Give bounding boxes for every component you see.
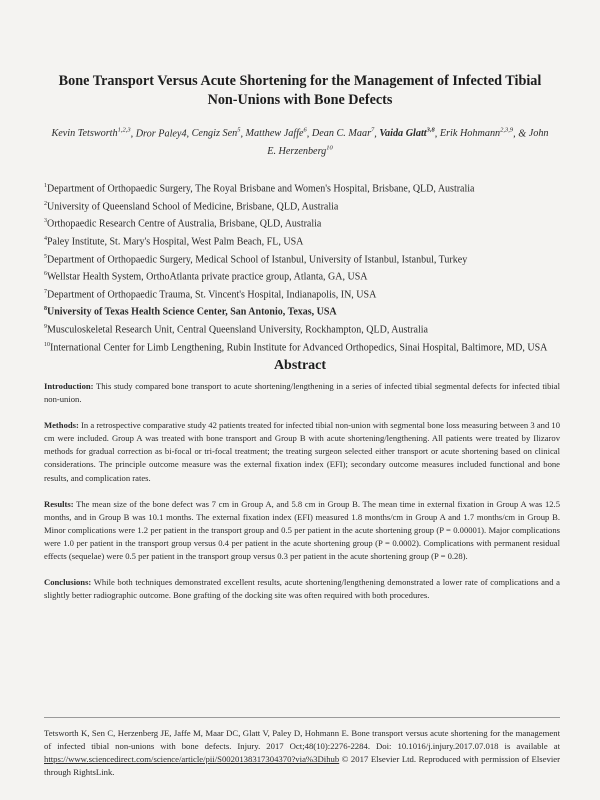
author-entry <box>136 128 187 139</box>
conclusions-label: Conclusions: <box>44 577 92 588</box>
affiliation-item <box>44 179 564 197</box>
methods-label: Methods: <box>44 420 79 431</box>
affiliation-number: 2 <box>44 200 47 207</box>
affiliation-number: 3 <box>44 218 47 225</box>
citation-block <box>44 727 560 779</box>
abstract-introduction <box>44 380 560 406</box>
author-entry <box>379 128 434 139</box>
results-text: The mean size of the bone defect was 7 cm in Group A, and 5.8 cm in Group B. The mean time in external fixation in Group A was 12.5 months, and in Group B was 10.1 months. The external fixation index (EFI) measured 1.8 months/cm in Group A and 1.7 months/cm in Group B. Minor complications were 1.2 per patient in the transport group and 0.5 per patient in the acute shortening group (P = 0.00001). Major complications were 1.0 per patient in the transport group versus 0.4 per patient in the acute shortening group (P = 0.0002). Complications with permanent residual effects (sequelae) were 0.5 per patient in the transport group versus 0.3 per patient in the acute shortening group (P = 0.28). <box>44 498 560 562</box>
affiliation-item <box>44 214 564 232</box>
citation-copyright: © 2017 Elsevier Ltd. Reproduced with permission of Elsevier through RightsLink. <box>44 754 560 777</box>
affiliation-number: 1 <box>44 183 47 189</box>
affiliation-item <box>44 232 564 250</box>
conclusions-text: While both techniques demonstrated excellent results, acute shortening/lengthening demonstrated a lower rate of complications and a slightly better radiographic outcome. Bone grafting of the docking site was often required with both procedures. <box>44 577 560 601</box>
abstract-heading: Abstract <box>273 358 327 373</box>
results-label: Results: <box>44 498 74 509</box>
affiliation-item <box>44 267 564 285</box>
affiliation-text: University of Texas Health Science Center, San Antonio, Texas, USA <box>47 306 337 318</box>
author-affiliation-number: 10 <box>326 144 333 152</box>
author-entry <box>246 128 307 139</box>
abstract-results <box>44 498 560 563</box>
affiliation-text: Paley Institute, St. Mary's Hospital, West Palm Beach, FL, USA <box>47 236 304 248</box>
affiliation-text: Department of Orthopaedic Surgery, The Royal Brisbane and Women's Hospital, Brisbane, QLD, Australia <box>47 183 475 195</box>
introduction-text: This study compared bone transport to acute shortening/lengthening in a series of infected tibial segmental defects for infected tibial non-union. <box>44 381 560 405</box>
affiliation-number: 4 <box>44 235 47 242</box>
author-affiliation-number: 1,2,3 <box>117 127 131 134</box>
affiliation-text: International Center for Limb Lengthening, Rubin Institute for Advanced Orthopedics, Sinai Hospital, Baltimore, MD, USA <box>50 341 548 353</box>
abstract-conclusions <box>44 576 560 602</box>
author-separator: , <box>434 128 440 140</box>
affiliation-list <box>44 179 564 355</box>
introduction-label: Introduction: <box>44 381 94 391</box>
author-separator: , <box>130 128 136 140</box>
abstract-body <box>44 380 560 615</box>
affiliation-number: 9 <box>44 324 47 330</box>
author-affiliation-number: 7 <box>371 127 375 134</box>
author-separator: , <box>186 128 192 140</box>
affiliation-text: Orthopaedic Research Centre of Australia, Brisbane, QLD, Australia <box>47 218 322 230</box>
author-affiliation-number: 2,3,9 <box>500 127 514 134</box>
author-list <box>46 124 554 160</box>
affiliation-text: Department of Orthopaedic Surgery, Medical School of Istanbul, University of Istanbul, Istanbul, Turkey <box>47 253 468 265</box>
affiliation-item <box>44 302 564 320</box>
author-separator: , <box>374 128 380 140</box>
affiliation-item <box>44 250 564 268</box>
affiliation-item <box>44 197 564 215</box>
author-affiliation-number: 5 <box>237 127 241 134</box>
author-name: Kevin Tetsworth <box>51 128 118 140</box>
affiliation-text: Musculoskeletal Research Unit, Central Queensland University, Rockhampton, QLD, Australia <box>47 324 428 336</box>
author-name: Vaida Glatt <box>379 128 427 140</box>
paper-title: Bone Transport Versus Acute Shortening for the Management of Infected Tibial Non-Unions with Bone Defects <box>58 73 542 108</box>
author-name: Dean C. Maar <box>311 128 372 140</box>
affiliation-number: 10 <box>44 341 50 348</box>
author-name: Erik Hohmann <box>439 128 501 140</box>
author-name: Dror Paley4 <box>135 128 187 140</box>
footer-divider <box>44 717 560 718</box>
author-affiliation-number: 6 <box>303 127 307 134</box>
author-separator: , <box>306 128 312 140</box>
author-name: Cengiz Sen <box>191 128 238 140</box>
abstract-methods <box>44 419 560 484</box>
affiliation-text: Wellstar Health System, OrthoAtlanta private practice group, Atlanta, GA, USA <box>47 271 368 283</box>
author-entry <box>440 128 513 139</box>
affiliation-text: University of Queensland School of Medicine, Brisbane, QLD, Australia <box>47 200 339 212</box>
author-separator: , & <box>513 128 529 140</box>
citation-link[interactable]: https://www.sciencedirect.com/science/article/pii/S0020138317304370?via%3Dihub <box>44 754 340 764</box>
affiliation-number: 5 <box>44 253 47 260</box>
affiliation-number: 6 <box>44 271 47 278</box>
author-name: Matthew Jaffe <box>245 128 304 140</box>
author-entry <box>192 128 241 139</box>
affiliation-item <box>44 320 564 338</box>
author-affiliation-number: 3,8 <box>426 127 435 134</box>
affiliation-number: 8 <box>44 306 47 313</box>
author-name: John E. Herzenberg <box>267 128 549 158</box>
affiliation-number: 7 <box>44 288 47 295</box>
methods-text: In a retrospective comparative study 42 patients treated for infected tibial non-union with segmental bone loss measuring between 3 and 10 cm were included. Group A was treated with bone transport and Group B with acute shortening/lengthening. All patients were treated by Ilizarov methods for gradual correction as bi-focal or tri-focal treatment; the treating surgeon selected either transport or acute shortening based on clinical considerations. The principle outcome measure was the external fixation index (EFI); secondary outcome measures included functional and bone results, and complication rates. <box>44 420 560 483</box>
citation-text: Tetsworth K, Sen C, Herzenberg JE, Jaffe M, Maar DC, Glatt V, Paley D, Hohmann E. Bone transport versus acute shortening for the management of infected tibial non-unions with bone defects. Injury. 2017 Oct;48(10):2276-2284. Doi: 10.1016/j.injury.2017.07.018 is available at <box>44 728 560 751</box>
author-entry <box>51 128 130 139</box>
affiliation-item <box>44 285 564 303</box>
affiliation-text: Department of Orthopaedic Trauma, St. Vincent's Hospital, Indianapolis, IN, USA <box>47 289 377 301</box>
author-entry <box>312 128 374 139</box>
author-separator: , <box>240 128 246 140</box>
affiliation-item <box>44 338 564 356</box>
